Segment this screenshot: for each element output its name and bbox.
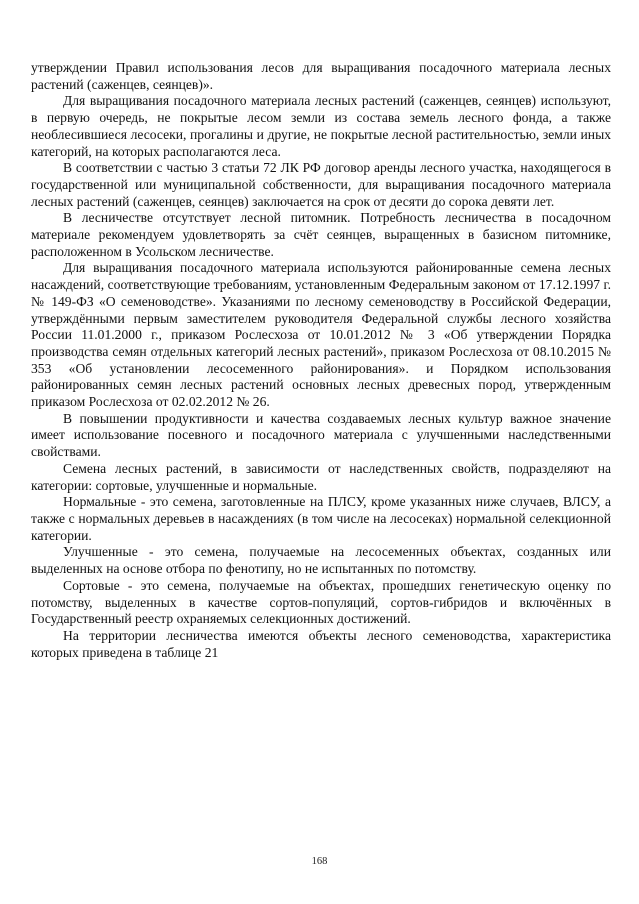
paragraph: Семена лесных растений, в зависимости от наследственных свойств, подразделяют на категории: сортовые, улучшенные и нормальные. [31,460,611,493]
body-text [31,60,611,661]
paragraph: Для выращивания посадочного материала лесных растений (саженцев, сеянцев) используют, в первую очередь, не покрытые лесом земли из состава земель лесного фонда, а также необлесившиеся лесосеки, прогалины и другие, не покрытые лесной растительностью, земли иных категорий, на которых располагаются леса. [31,93,611,159]
paragraph: утверждении Правил использования лесов для выращивания посадочного материала лесных растений (саженцев, сеянцев)». [31,60,611,92]
paragraph: В повышении продуктивности и качества создаваемых лесных культур важное значение имеет использование посевного и посадочного материала с улучшенными наследственными свойствами. [31,410,611,460]
paragraph: В соответствии с частью 3 статьи 72 ЛК РФ договор аренды лесного участка, находящегося в государственной или муниципальной собственности, для выращивания посадочного материала лесных растений (саженцев, сеянцев) заключается на срок от десяти до сорока девяти лет. [31,160,611,209]
paragraph: В лесничестве отсутствует лесной питомник. Потребность лесничества в посадочном материале рекомендуем удовлетворять за счёт сеянцев, выращенных в базисном питомнике, расположенном в Усольском лесничестве. [31,210,611,259]
paragraph: Сортовые - это семена, получаемые на объектах, прошедших генетическую оценку по потомству, выделенных в качестве сортов-популяций, сортов-гибридов и включённых в Государственный реестр охраняемых селекционных достижений. [31,577,611,627]
paragraph: Нормальные - это семена, заготовленные на ПЛСУ, кроме указанных ниже случаев, ВЛСУ, а также с нормальных деревьев в насаждениях (в том числе на лесосеках) нормальной селекционной категории. [31,494,611,543]
paragraph: Улучшенные - это семена, получаемые на лесосеменных объектах, созданных или выделенных на основе отбора по фенотипу, но не испытанных по потомству. [31,544,611,577]
paragraph: На территории лесничества имеются объекты лесного семеноводства, характеристика которых приведена в таблице 21 [31,627,611,660]
page-number: 168 [311,856,328,867]
paragraph: Для выращивания посадочного материала используются районированные семена лесных насаждений, соответствующие требованиям, установленным Федеральным законом от 17.12.1997 г. № 149-ФЗ «О семеноводстве». Указаниями по лесному семеноводству в Российской Федерации, утверждёнными первым заместителем руководителя Федеральной службы лесного хозяйства России 11.01.2000 г., приказом Рослесхоза от 10.01.2012 № 3 «Об утверждении Порядка производства семян отдельных категорий лесных растений», приказом Рослесхоза от 08.10.2015 № 353 «Об установлении лесосеменного районирования». и Порядком использования районированных семян лесных растений основных лесных древесных пород, утвержденным приказом Рослесхоза от 02.02.2012 № 26. [31,260,611,410]
